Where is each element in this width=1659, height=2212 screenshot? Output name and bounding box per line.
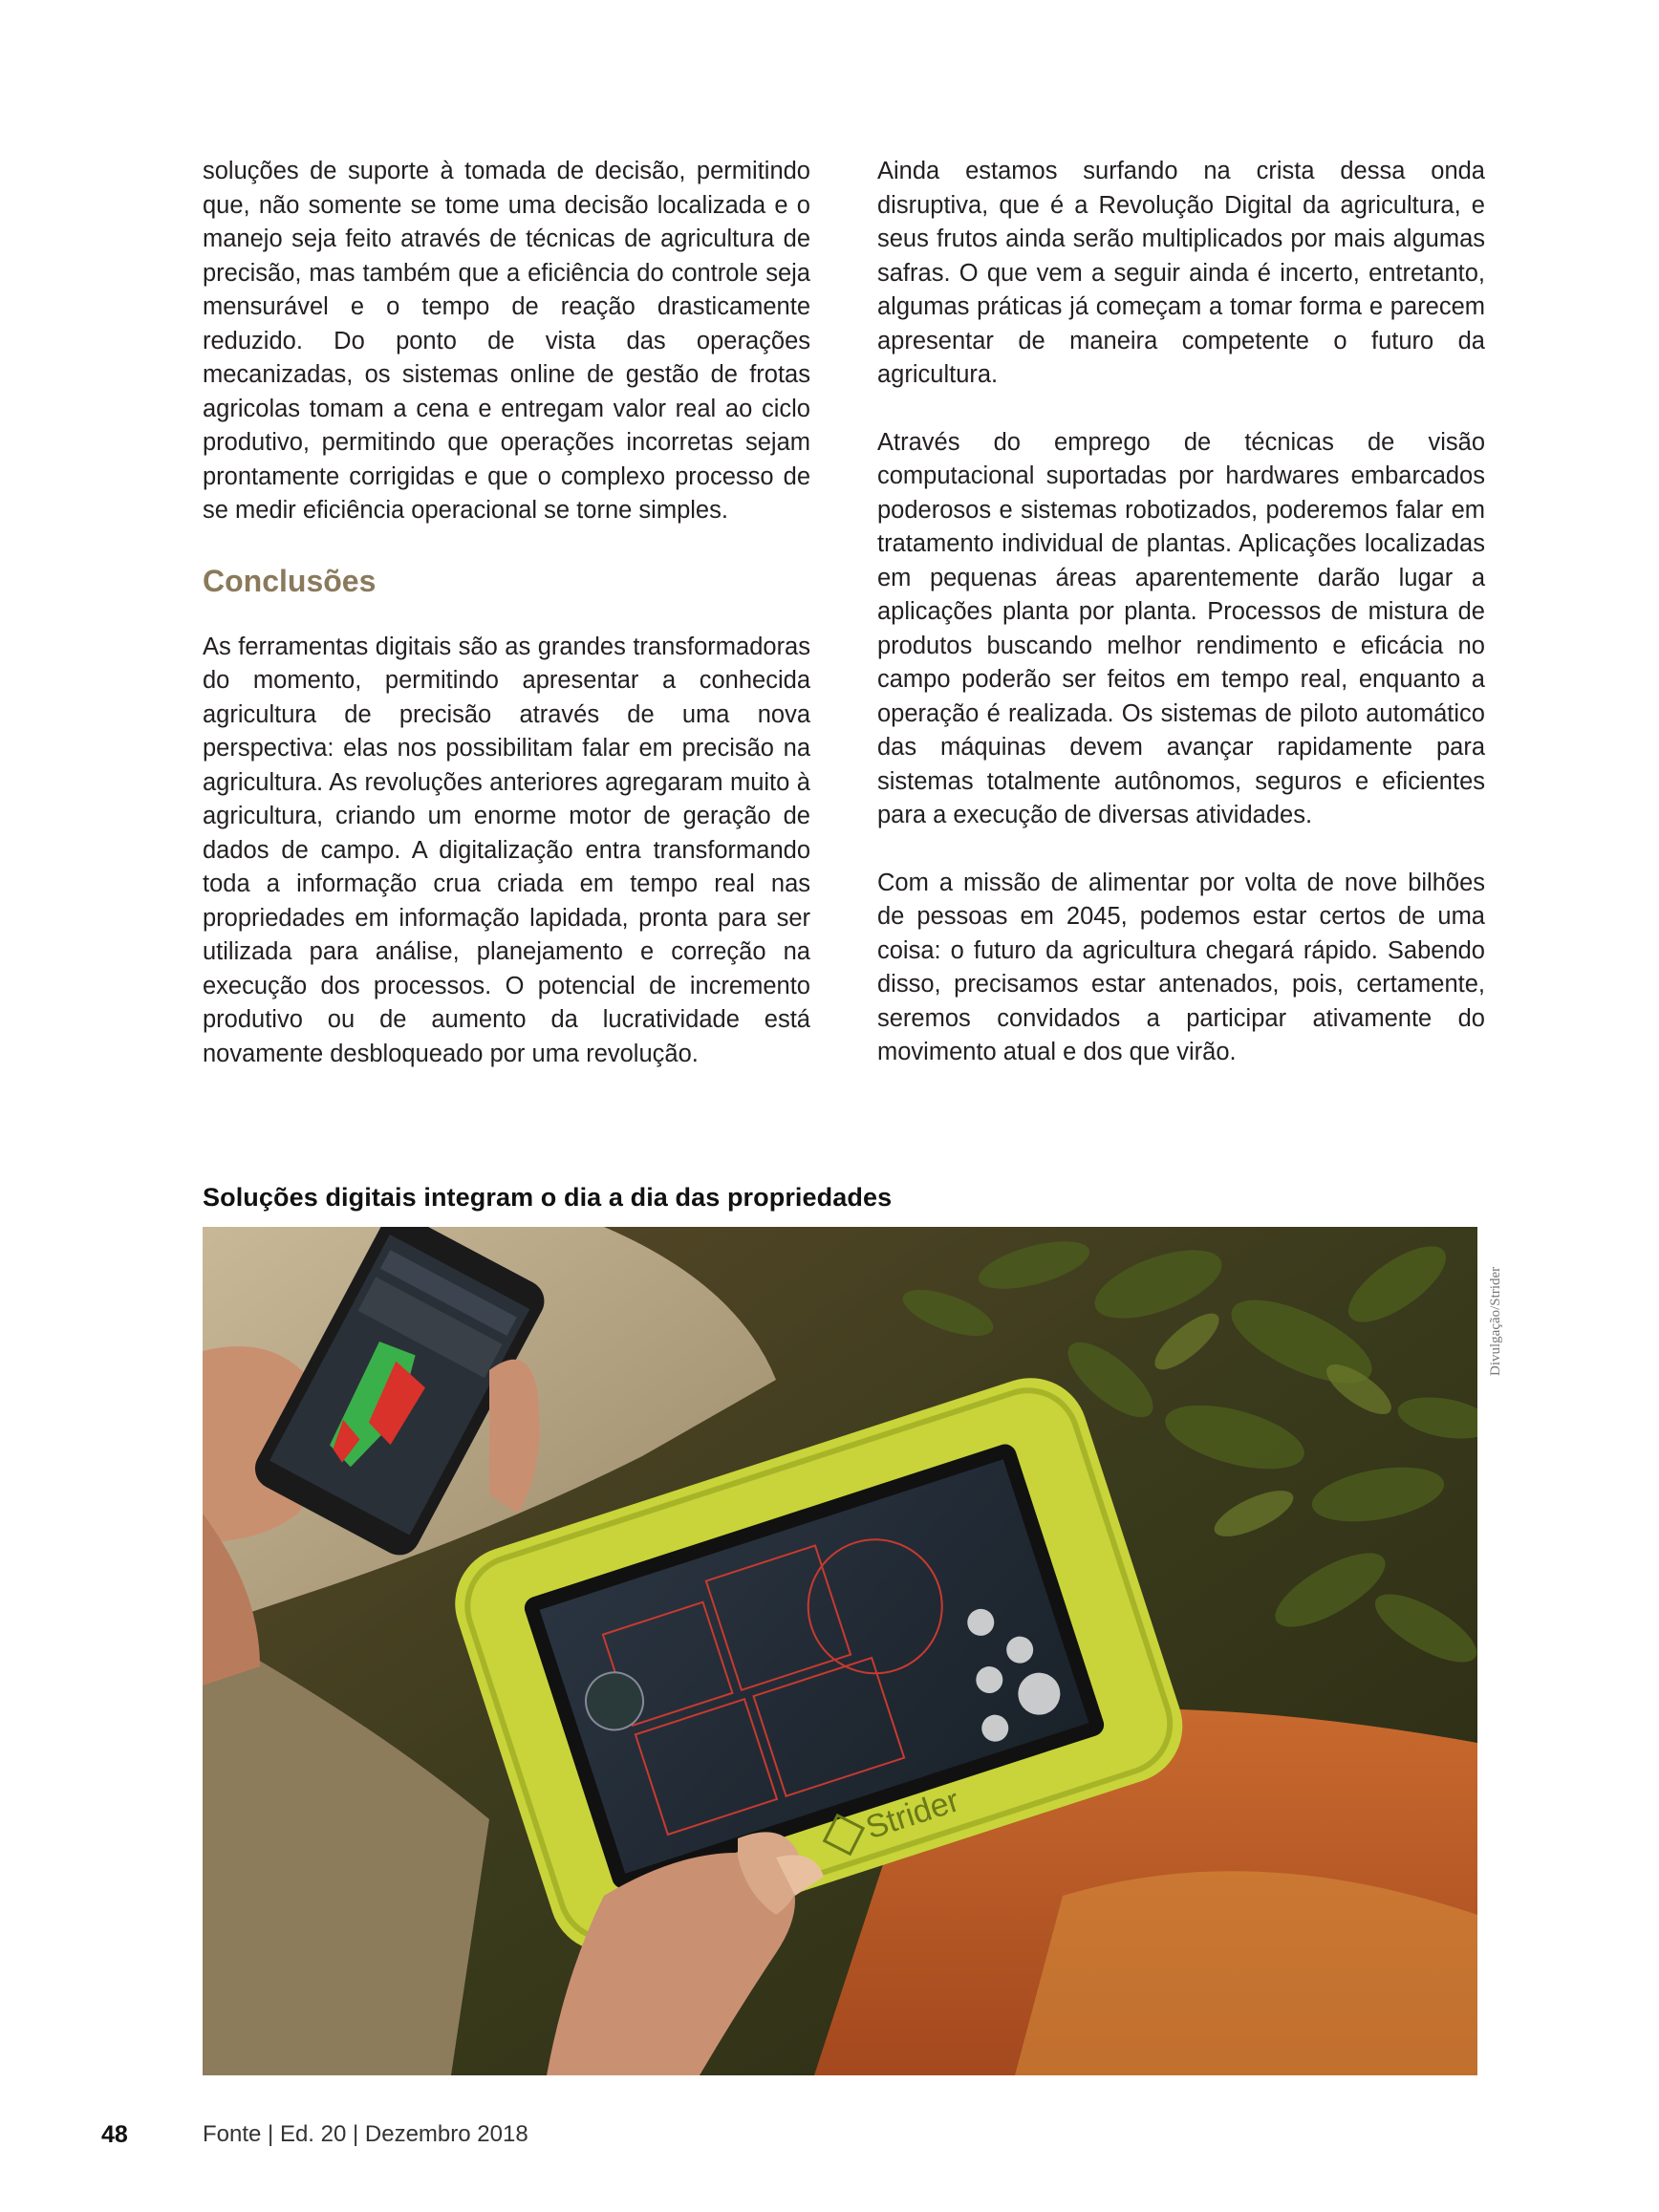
left-paragraph-2: As ferramentas digitais são as grandes transformadoras do momento, permitindo apresentar a conhecida agricultura de precisão através de uma nova perspectiva: elas nos possibilitam falar em precisão na agricultura. As revoluções anteriores agregaram muito à agricultura, criando um enorme motor de geração de dados de campo. A digitalização entra transformando toda a informação crua criada em tempo real nas propriedades em informação lapidada, pronta para ser utilizada para análise, planejamento e correção na execução dos processos. O potencial de incremento produtivo ou de aumento da lucratividade está novamente desbloqueado por uma revolução.	[203, 633, 810, 1067]
photo-credit-text: Divulgação/Strider	[1488, 1266, 1503, 1376]
tablet-brand-label: Strider	[861, 1782, 964, 1847]
footer-publication: Fonte | Ed. 20 | Dezembro 2018	[203, 2121, 528, 2147]
right-paragraph-1: Ainda estamos surfando na crista dessa onda disruptiva, que é a Revolução Digital da agricultura, e seus frutos ainda serão multiplicados por mais algumas safras. O que vem a seguir ainda é incerto, entretanto, algumas práticas já começam a tomar forma e parecem apresentar de maneira competente o futuro da agricultura.	[877, 158, 1485, 388]
left-paragraph-1: soluções de suporte à tomada de decisão, permitindo que, não somente se tome uma decisão localizada e o manejo seja feito através de técnicas de agricultura de precisão, mas também que a eficiência do controle seja mensurável e o tempo de reação drasticamente reduzido. Do ponto de vista das operações mecanizadas, os sistemas online de gestão de frotas agricolas tomam a cena e entregam valor real ao ciclo produtivo, permitindo que operações incorretas sejam prontamente corrigidas e que o complexo processo de se medir eficiência operacional se torne simples.	[203, 158, 810, 524]
figure-photo	[203, 1227, 1477, 2075]
page-number: 48	[101, 2121, 128, 2148]
right-paragraph-2: Através do emprego de técnicas de visão computacional suportadas por hardwares embarcados poderosos e sistemas robotizados, poderemos falar em tratamento individual de plantas. Aplicações localizadas em pequenas áreas aparentemente darão lugar a aplicações planta por planta. Processos de mistura de produtos buscando melhor rendimento e eficácia no campo poderão ser feitos em tempo real, enquanto a operação é realizada. Os sistemas de piloto automático das máquinas devem avançar rapidamente para sistemas totalmente autônomos, seguros e eficientes para a execução de diversas atividades.	[877, 428, 1485, 828]
right-column	[877, 155, 1485, 1104]
photo-credit	[1484, 1233, 1507, 1385]
figure-caption: Soluções digitais integram o dia a dia das propriedades	[203, 1183, 893, 1212]
right-paragraph-3: Com a missão de alimentar por volta de nove bilhões de pessoas em 2045, podemos estar certos de uma coisa: o futuro da agricultura chegará rápido. Sabendo disso, precisamos estar antenados, pois, certamente, seremos convidados a participar ativamente do movimento atual e dos que virão.	[877, 869, 1485, 1065]
section-heading-conclusoes: Conclusões	[203, 563, 377, 598]
left-column	[203, 155, 810, 1105]
